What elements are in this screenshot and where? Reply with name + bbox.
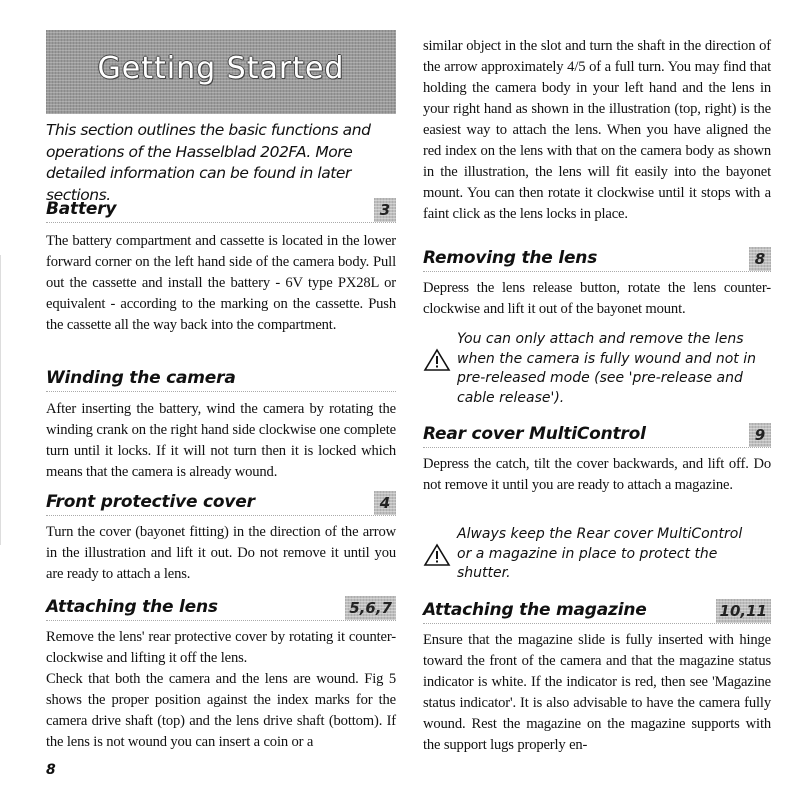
removing-lens-text: Depress the lens release button, rotate the lens counter-clockwise and lift it out of the bayonet mount. bbox=[423, 280, 771, 317]
heading-magazine-title: Attaching the magazine bbox=[423, 600, 647, 620]
rear-cover-figure-ref: 9 bbox=[749, 423, 771, 447]
warning-triangle-icon bbox=[423, 543, 457, 584]
heading-magazine bbox=[423, 598, 771, 624]
heading-attaching-lens-title: Attaching the lens bbox=[46, 597, 218, 617]
banner-title: Getting Started bbox=[97, 50, 345, 86]
front-cover-figure-ref: 4 bbox=[374, 491, 396, 515]
attaching-lens-continued: similar object in the slot and turn the shaft in the direction of the arrow approximately 4/5 of a full turn. You may find that holding the camera body in your left hand and the lens in your right hand as shown in the illustration (top, right) is the easiest way to attach the lens. When you have aligned the red index on the lens with that on the camera body as shown in the illustration, the lens will fit easily into the bayonet mount. You can then rotate it clockwise until it stops with a faint click as the lens locks in place. bbox=[423, 38, 771, 222]
magazine-figure-ref: 10,11 bbox=[716, 599, 771, 623]
heading-attaching-lens bbox=[46, 595, 396, 621]
page-edge-mark bbox=[0, 255, 1, 545]
heading-removing-lens-title: Removing the lens bbox=[423, 248, 598, 268]
attaching-lens-text-1: Remove the lens' rear protective cover by rotating it counter-clockwise and lifting it off the lens. bbox=[46, 629, 396, 666]
heading-front-cover-title: Front protective cover bbox=[46, 492, 255, 512]
section-banner bbox=[46, 30, 396, 114]
rear-cover-text: Depress the catch, tilt the cover backwards, and lift off. Do not remove it until you are ready to attach a magazine. bbox=[423, 456, 771, 493]
heading-battery-title: Battery bbox=[46, 199, 117, 219]
removing-lens-warning bbox=[423, 330, 771, 408]
removing-lens-figure-ref: 8 bbox=[749, 247, 771, 271]
front-cover-text: Turn the cover (bayonet fitting) in the direction of the arrow in the illustration and lift it out. Do not remove it until you are ready to attach a lens. bbox=[46, 524, 396, 582]
rear-cover-warning bbox=[423, 525, 771, 584]
intro-text: This section outlines the basic functions and operations of the Hasselblad 202FA. More detailed information can be found in later sections. bbox=[46, 121, 371, 204]
attaching-lens-figure-ref: 5,6,7 bbox=[345, 596, 396, 620]
magazine-text: Ensure that the magazine slide is fully inserted with hinge toward the front of the camera and that the magazine status indicator is white. If the indicator is red, then see 'Magazine status indicator'. It is also advisable to have the camera fully wound. Rest the magazine on the magazine supports with the support lugs properly en- bbox=[423, 632, 771, 753]
heading-rear-cover bbox=[423, 422, 771, 448]
rear-cover-warning-text: Always keep the Rear cover MultiControl or a magazine in place to protect the shutter. bbox=[457, 526, 743, 581]
heading-winding-title: Winding the camera bbox=[46, 368, 236, 388]
heading-winding bbox=[46, 366, 396, 392]
heading-removing-lens bbox=[423, 246, 771, 272]
removing-lens-warning-text: You can only attach and remove the lens when the camera is fully wound and not in pre-released mode (see 'pre-release and cable release'). bbox=[457, 331, 756, 406]
battery-text: The battery compartment and cassette is located in the lower forward corner on the left hand side of the camera body. Pull out the cassette and install the battery - 6V type PX28L or equivalent - according to the marking on the cassette. Push the cassette all the way back into the compartment. bbox=[46, 233, 396, 333]
warning-triangle-icon bbox=[423, 348, 457, 408]
heading-front-cover bbox=[46, 490, 396, 516]
attaching-lens-text-2: Check that both the camera and the lens are wound. Fig 5 shows the proper position against the index marks for the camera drive shaft (top) and the lens drive shaft (bottom). If the lens is not wound you can insert a coin or a bbox=[46, 671, 396, 750]
heading-rear-cover-title: Rear cover MultiControl bbox=[423, 424, 646, 444]
battery-figure-ref: 3 bbox=[374, 198, 396, 222]
winding-text: After inserting the battery, wind the camera by rotating the winding crank on the right hand side clockwise one complete turn until it locks. If it will not turn then it is locked which means that the camera is already wound. bbox=[46, 401, 396, 480]
page-number: 8 bbox=[46, 762, 56, 778]
heading-battery bbox=[46, 197, 396, 223]
